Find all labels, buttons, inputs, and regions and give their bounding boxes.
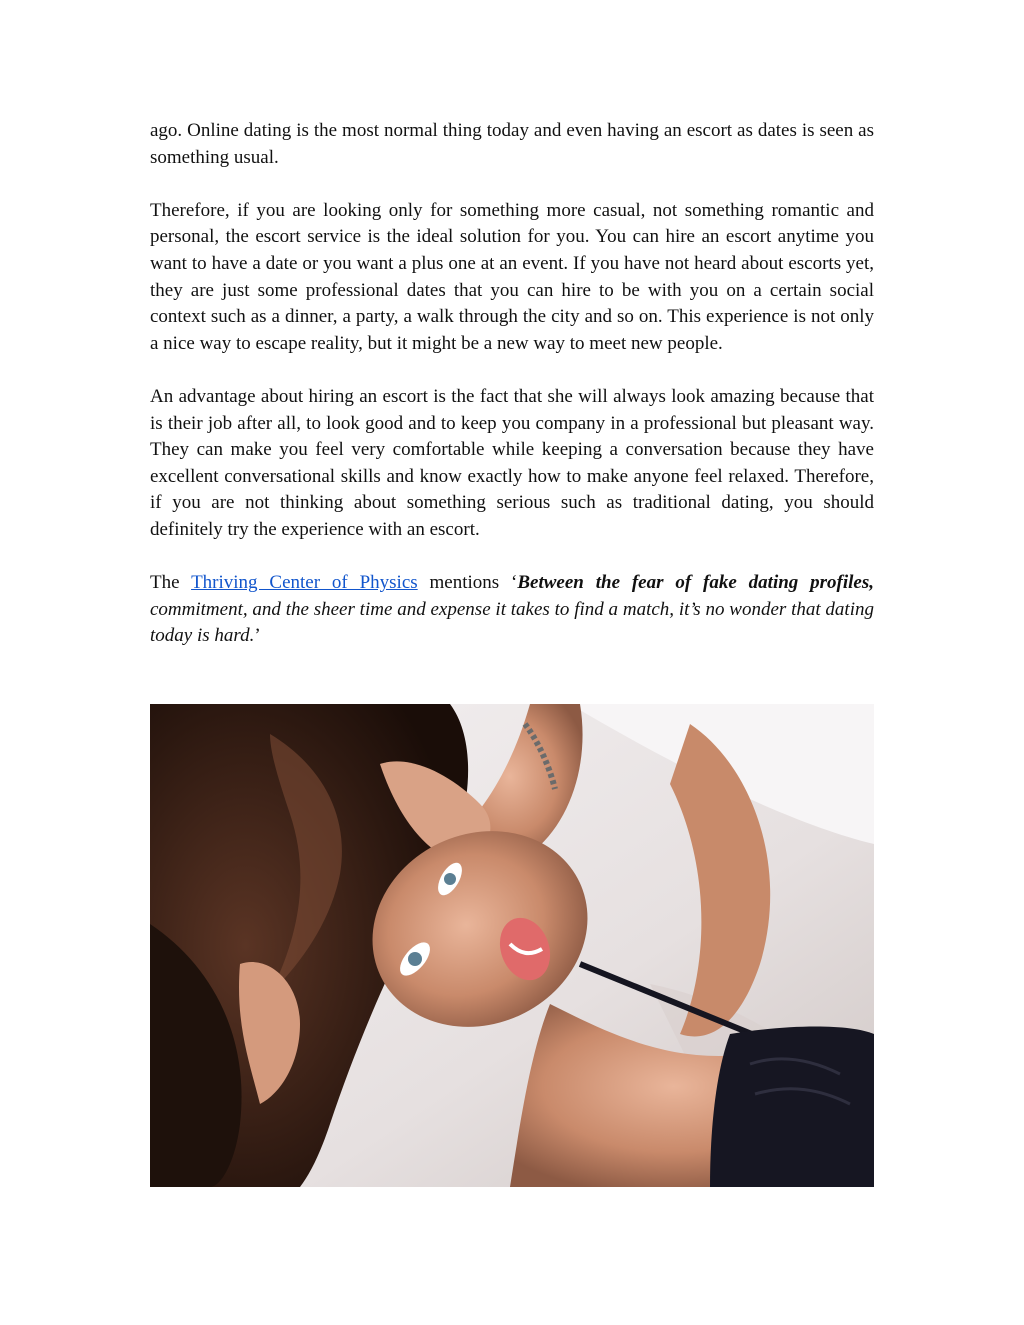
article-photo (150, 704, 874, 1187)
paragraph-quote (150, 570, 874, 650)
quote-mid-text: mentions ‘ (417, 572, 518, 594)
quote-close-mark: ’ (254, 625, 261, 647)
quote-bold-text: Between the fear of fake dating profiles, (517, 572, 874, 594)
quote-italic-text: commitment, and the sheer time and expense it takes to find a match, it’s no wonder that dating today is hard. (150, 598, 874, 647)
document-body (150, 118, 874, 676)
paragraph-3: An advantage about hiring an escort is the fact that she will always look amazing because that is their job after all, to look good and to keep you company in a professional but pleasant way. They can make you feel very comfortable while keeping a conversation because they have excellent conversational skills and know exactly how to make anyone feel relaxed. Therefore, if you are not thinking about something serious such as traditional dating, you should definitely try the experience with an escort. (150, 385, 874, 540)
thriving-center-link[interactable]: Thriving Center of Physics (191, 572, 418, 594)
quote-lead-text: The (150, 572, 192, 594)
photo-illustration (150, 704, 874, 1187)
paragraph-2: Therefore, if you are looking only for something more casual, not something romantic and personal, the escort service is the ideal solution for you. You can hire an escort anytime you want to have a date or you want a plus one at an event. If you have not heard about escorts yet, they are just some professional dates that you can hire to be with you on a certain social context such as a dinner, a party, a walk through the city and so on. This experience is not only a nice way to escape reality, but it might be a new way to meet new people. (150, 199, 874, 354)
paragraph-1: ago. Online dating is the most normal thing today and even having an escort as dates is seen as something usual. (150, 120, 874, 168)
